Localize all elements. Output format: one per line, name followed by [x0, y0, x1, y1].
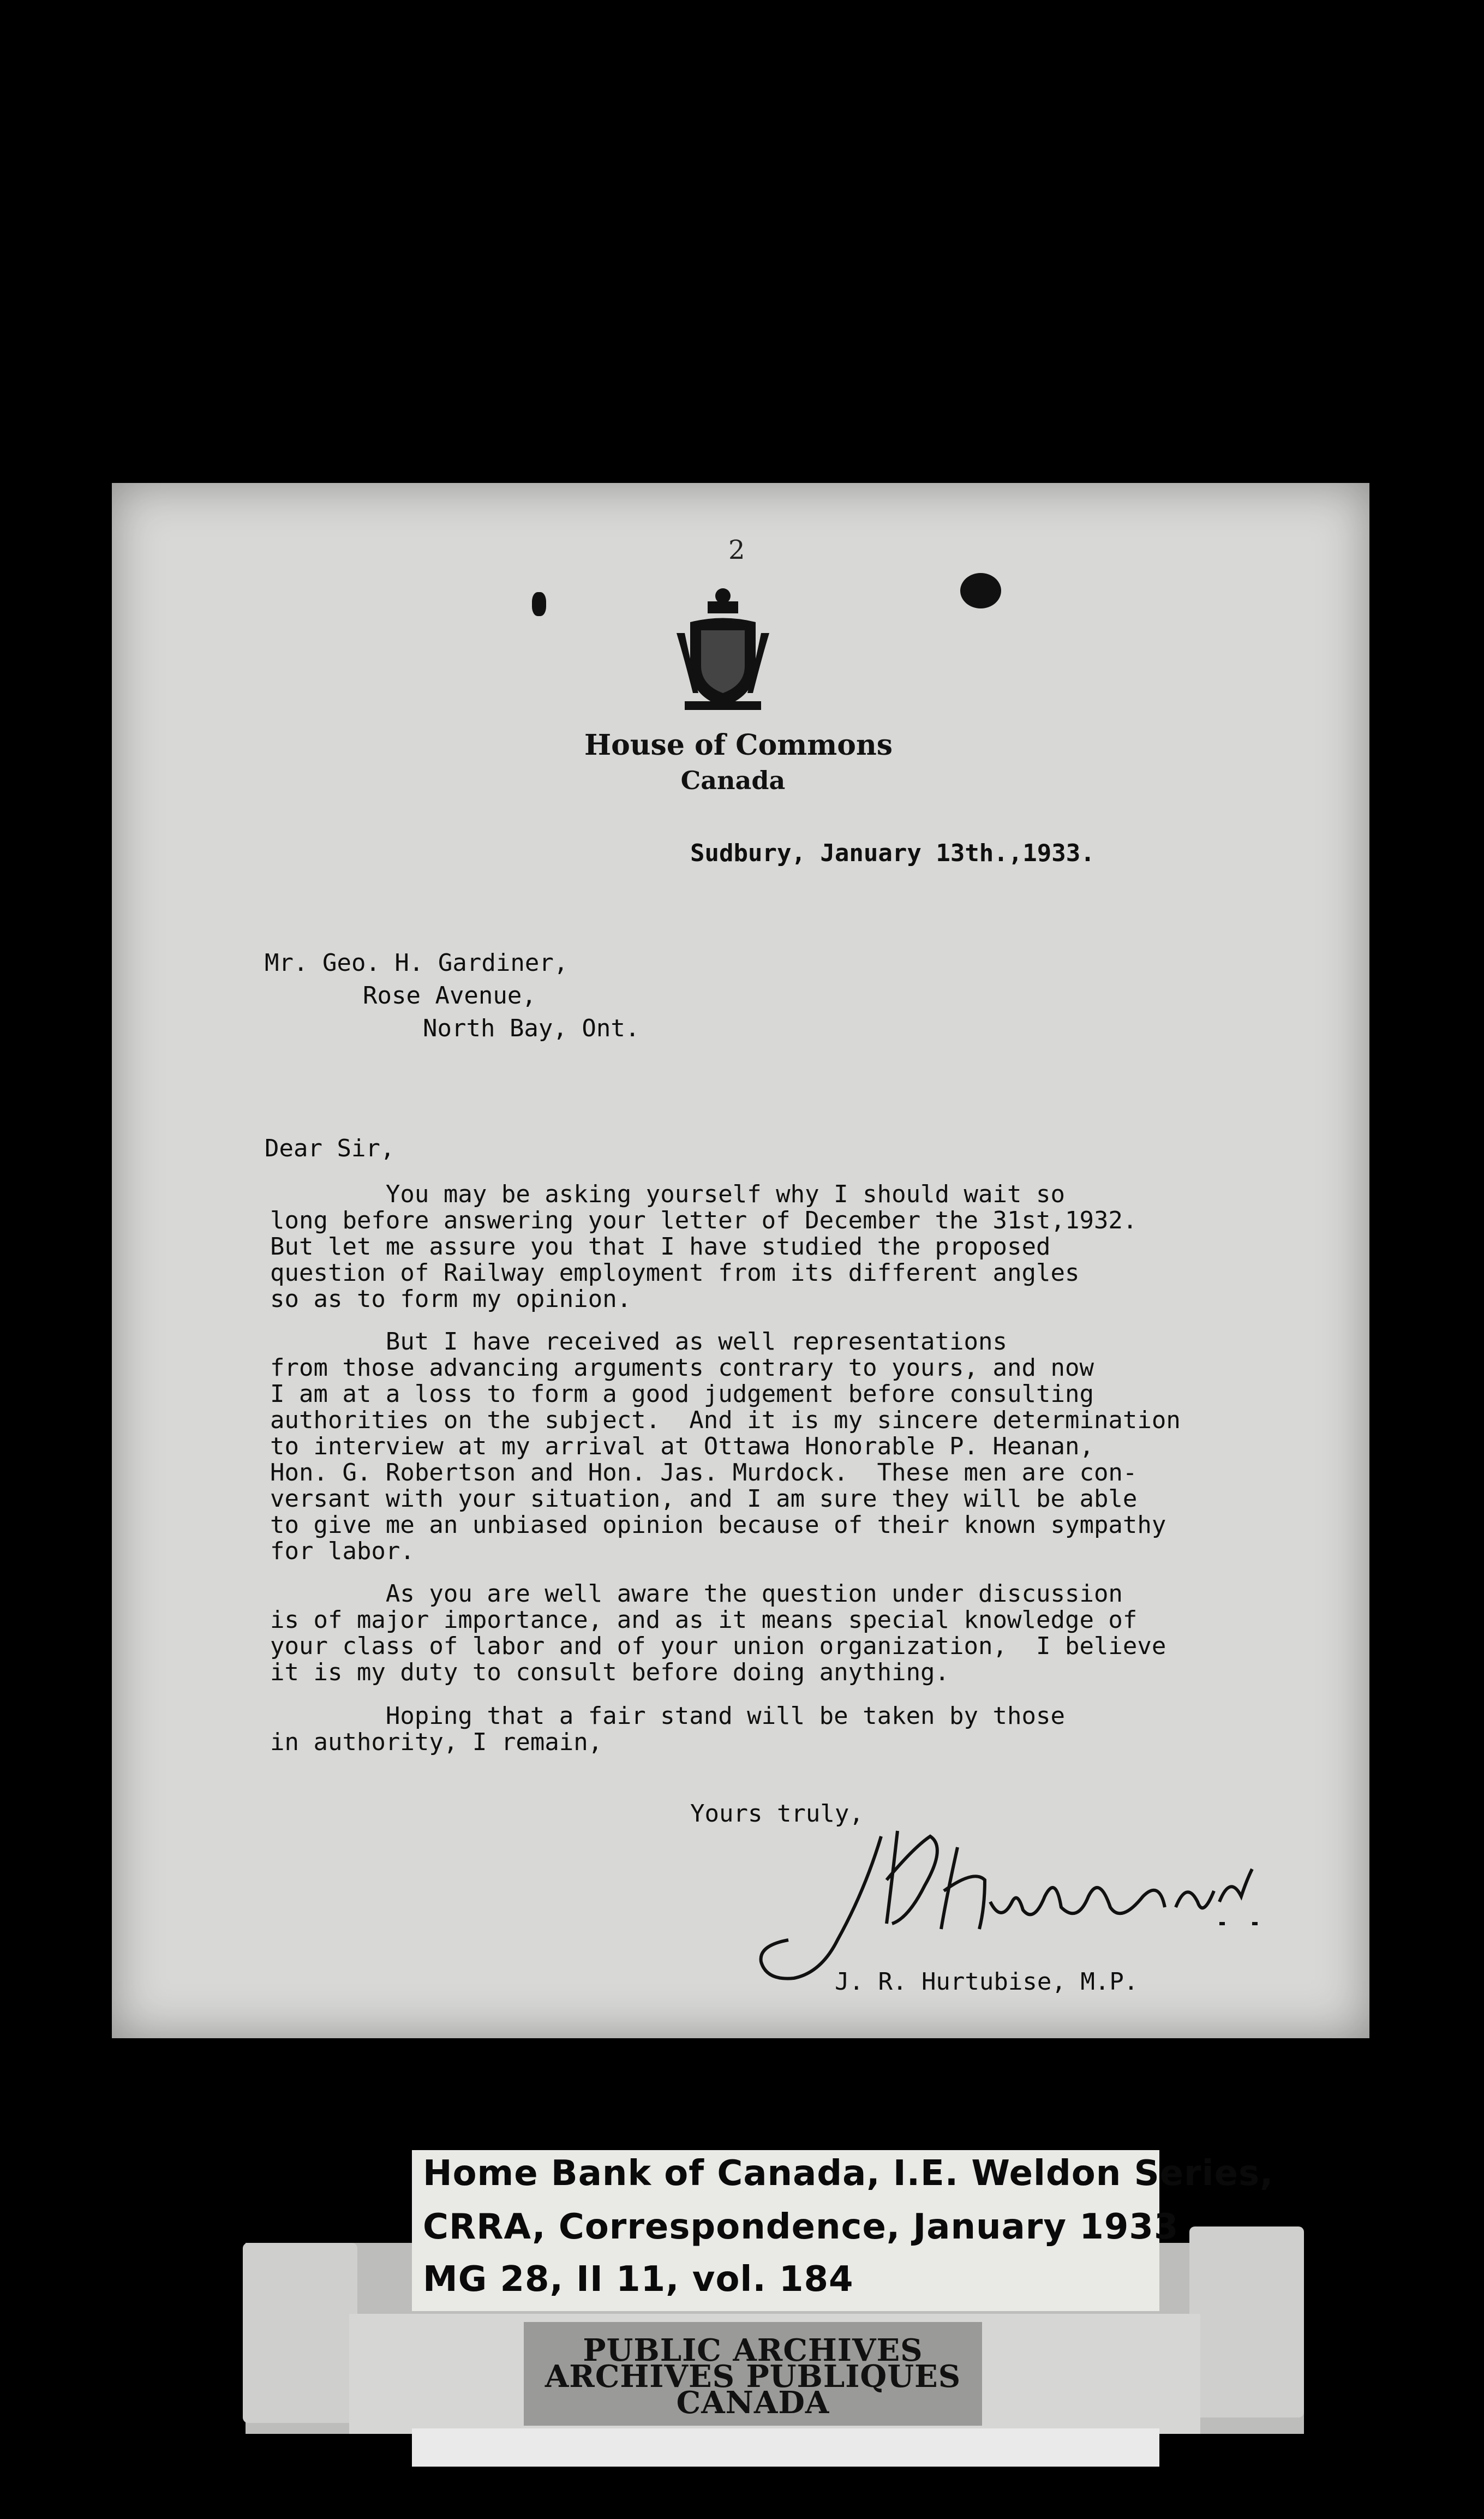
- reference-line: MG 28, II 11, vol. 184: [423, 2259, 854, 2300]
- letter-page: [112, 483, 1369, 2038]
- body-line: But I have received as well representations: [270, 1328, 1008, 1356]
- body-line: to give me an unbiased opinion because of their known sympathy: [270, 1511, 1166, 1539]
- page-number: 2: [728, 535, 745, 565]
- body-line: for labor.: [270, 1537, 415, 1565]
- recipient-line: North Bay, Ont.: [423, 1014, 640, 1042]
- body-line: I am at a loss to form a good judgement before consulting: [270, 1380, 1094, 1408]
- stamp-line: CANADA: [676, 2385, 830, 2421]
- date-line: Sudbury, January 13th.,1933.: [690, 839, 1095, 867]
- recipient-line: Mr. Geo. H. Gardiner,: [265, 949, 569, 977]
- salutation: Dear Sir,: [265, 1135, 395, 1162]
- label-strip: [412, 2428, 1159, 2467]
- body-line: from those advancing arguments contrary to yours, and now: [270, 1354, 1094, 1382]
- stamp-line: PUBLIC ARCHIVES: [583, 2332, 923, 2368]
- body-line: Hon. G. Robertson and Hon. Jas. Murdock. These men are con-: [270, 1459, 1138, 1487]
- archive-box-flap: [243, 2243, 357, 2423]
- letterhead-subtitle: Canada: [680, 766, 786, 795]
- recipient-line: Rose Avenue,: [363, 982, 536, 1010]
- letterhead-title: House of Commons: [584, 729, 893, 762]
- reference-line: Home Bank of Canada, I.E. Weldon Series,: [423, 2153, 1274, 2194]
- body-line: it is my duty to consult before doing anything.: [270, 1658, 950, 1686]
- ink-blot: [960, 573, 1001, 608]
- body-line: in authority, I remain,: [270, 1728, 603, 1756]
- body-line: Hoping that a fair stand will be taken by those: [270, 1702, 1065, 1730]
- reference-line: CRRA, Correspondence, January 1933: [423, 2207, 1179, 2247]
- body-line: long before answering your letter of December the 31st,1932.: [270, 1207, 1138, 1234]
- public-archives-stamp: [524, 2322, 982, 2426]
- ink-blot: [532, 592, 546, 616]
- archive-box-flap: [1189, 2226, 1304, 2417]
- body-line: is of major importance, and as it means special knowledge of: [270, 1606, 1138, 1634]
- signatory-name: J. R. Hurtubise, M.P.: [835, 1968, 1139, 1996]
- stamp-line: ARCHIVES PUBLIQUES: [544, 2359, 961, 2395]
- archive-reference-label: [412, 2150, 1274, 2311]
- body-line: your class of labor and of your union organization, I believe: [270, 1632, 1166, 1660]
- body-line: so as to form my opinion.: [270, 1285, 632, 1313]
- closing: Yours truly,: [690, 1800, 864, 1828]
- body-line: But let me assure you that I have studied the proposed: [270, 1233, 1051, 1261]
- body-line: question of Railway employment from its different angles: [270, 1259, 1080, 1287]
- coat-of-arms-icon: [674, 584, 772, 715]
- body-line: to interview at my arrival at Ottawa Honorable P. Heanan,: [270, 1432, 1094, 1460]
- body-line: versant with your situation, and I am sure they will be able: [270, 1485, 1138, 1513]
- body-line: As you are well aware the question under discussion: [270, 1580, 1123, 1608]
- body-line: You may be asking yourself why I should wait so: [270, 1180, 1065, 1208]
- body-line: authorities on the subject. And it is my sincere determination: [270, 1406, 1181, 1434]
